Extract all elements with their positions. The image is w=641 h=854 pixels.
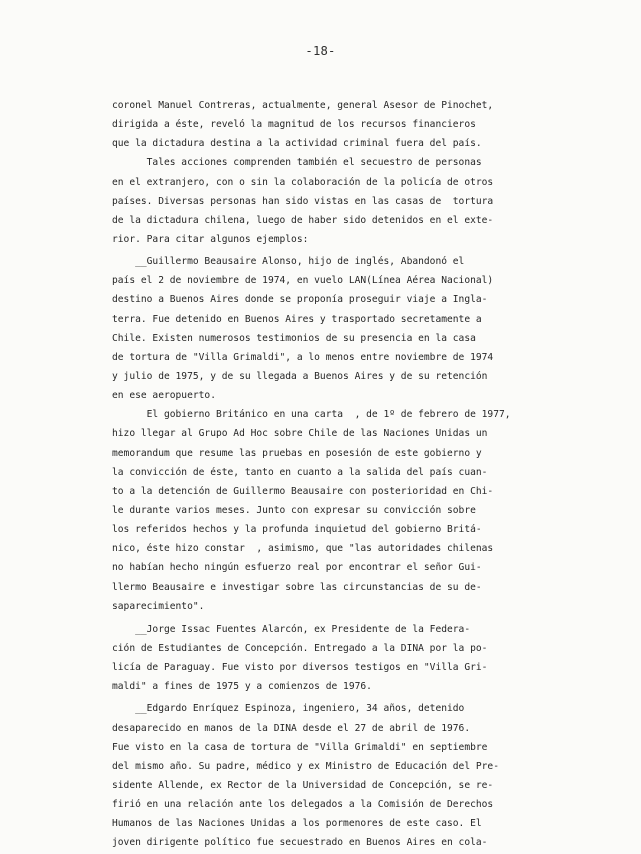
text-line: de tortura de "Villa Grimaldi", a lo menos entre noviembre de 1974: [112, 351, 494, 363]
text-line: licía de Paraguay. Fue visto por diversos testigos en "Villa Gri-: [112, 662, 488, 674]
text-line: ción de Estudiantes de Concepción. Entregado a la DINA por la po-: [112, 642, 488, 654]
text-line: nico, éste hizo constar , asimismo, que "las autoridades chilenas: [112, 543, 494, 555]
text-line: saparecimiento".: [112, 600, 205, 612]
text-line: llermo Beausaire e investigar sobre las circunstancias de su de-: [112, 581, 482, 593]
text-line: __Guillermo Beausaire Alonso, hijo de inglés, Abandonó el: [112, 256, 465, 268]
text-line: joven dirigente político fue secuestrado en Buenos Aires en cola-: [112, 837, 488, 849]
text-line: maldi" a fines de 1975 y a comienzos de 1976.: [112, 681, 372, 693]
text-line: Chile. Existen numerosos testimonios de su presencia en la casa: [112, 332, 476, 344]
text-line: la convicción de éste, tanto en cuanto a la salida del país cuan-: [112, 466, 488, 478]
text-line: país el 2 de noviembre de 1974, en vuelo LAN(Línea Aérea Nacional): [112, 275, 494, 287]
document-body: [112, 96, 592, 852]
text-line: Humanos de las Naciones Unidas a los pormenores de este caso. El: [112, 818, 482, 830]
text-line: no habían hecho ningún esfuerzo real por encontrar el señor Gui-: [112, 562, 482, 574]
text-line: destino a Buenos Aires donde se proponía proseguir viaje a Ingla-: [112, 294, 488, 306]
text-line: de la dictadura chilena, luego de haber sido detenidos en el exte-: [112, 214, 494, 226]
text-line: en ese aeropuerto.: [112, 390, 216, 402]
text-line: le durante varios meses. Junto con expresar su convicción sobre: [112, 504, 476, 516]
text-line: terra. Fue detenido en Buenos Aires y trasportado secretamente a: [112, 313, 482, 325]
text-line: países. Diversas personas han sido vistas en las casas de tortura: [112, 195, 494, 207]
text-line: del mismo año. Su padre, médico y ex Ministro de Educación del Pre-: [112, 760, 499, 772]
text-line: que la dictadura destina a la actividad criminal fuera del país.: [112, 138, 482, 150]
text-line: dirigida a éste, reveló la magnitud de los recursos financieros: [112, 119, 476, 131]
text-line: El gobierno Británico en una carta , de 1º de febrero de 1977,: [112, 409, 511, 421]
text-line: memorandum que resume las pruebas en posesión de este gobierno y: [112, 447, 482, 459]
text-line: __Jorge Issac Fuentes Alarcón, ex Presidente de la Federa-: [112, 623, 471, 635]
text-line: __Edgardo Enríquez Espinoza, ingeniero, 34 años, detenido: [112, 703, 465, 715]
text-line: Tales acciones comprenden también el secuestro de personas: [112, 157, 482, 169]
text-line: desaparecido en manos de la DINA desde el 27 de abril de 1976.: [112, 722, 471, 734]
text-line: sidente Allende, ex Rector de la Universidad de Concepción, se re-: [112, 779, 494, 791]
text-line: y julio de 1975, y de su llegada a Buenos Aires y de su retención: [112, 370, 488, 382]
text-line: los referidos hechos y la profunda inquietud del gobierno Britá-: [112, 524, 482, 536]
text-line: coronel Manuel Contreras, actualmente, general Asesor de Pinochet,: [112, 100, 494, 111]
text-line: to a la detención de Guillermo Beausaire con posterioridad en Chi-: [112, 485, 494, 497]
text-line: Fue visto en la casa de tortura de "Villa Grimaldi" en septiembre: [112, 741, 488, 753]
text-line: firió en una relación ante los delegados a la Comisión de Derechos: [112, 799, 494, 811]
text-line: rior. Para citar algunos ejemplos:: [112, 233, 309, 245]
text-line: hizo llegar al Grupo Ad Hoc sobre Chile de las Naciones Unidas un: [112, 428, 488, 440]
page-number: -18-: [305, 44, 336, 58]
text-line: en el extranjero, con o sin la colaboración de la policía de otros: [112, 176, 494, 188]
